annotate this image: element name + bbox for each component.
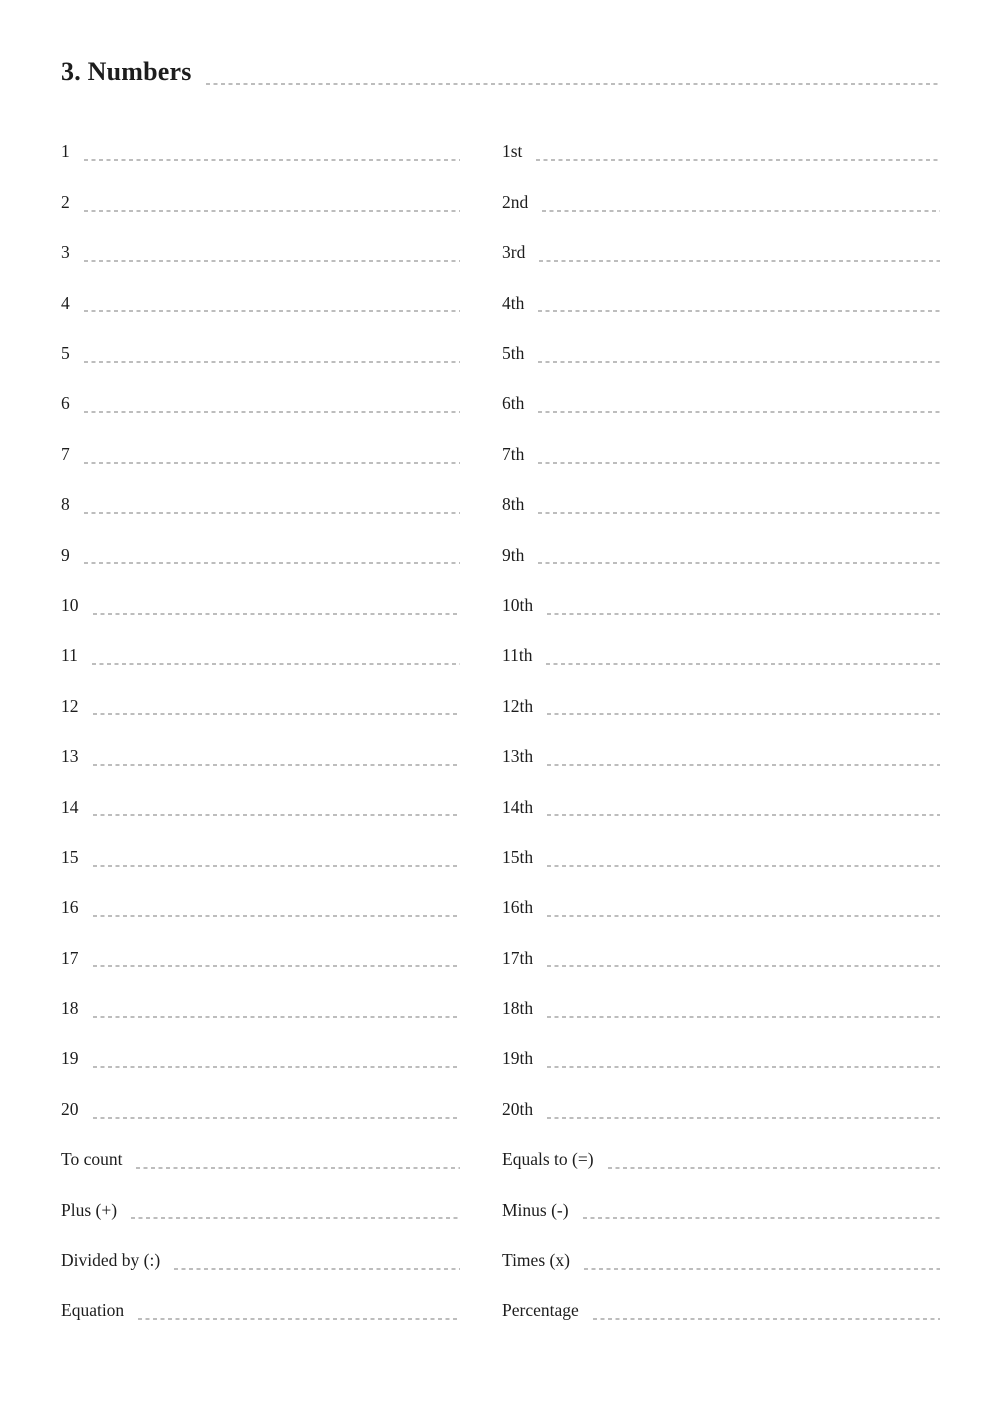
dotted-fill-line — [536, 159, 940, 161]
dotted-fill-line — [138, 1318, 460, 1320]
dotted-fill-line — [93, 1117, 461, 1119]
worksheet-row — [61, 883, 940, 933]
term-label: Equation — [61, 1300, 125, 1321]
worksheet-row — [61, 1286, 940, 1336]
dotted-fill-line — [84, 411, 460, 413]
dotted-fill-line — [136, 1167, 460, 1169]
term-cell-right — [502, 329, 940, 379]
term-label: 18 — [61, 998, 79, 1019]
term-label: 13 — [61, 746, 79, 767]
worksheet-row — [61, 1034, 940, 1084]
term-label: 16 — [61, 897, 79, 918]
term-cell-left — [61, 177, 460, 227]
dotted-fill-line — [538, 462, 940, 464]
worksheet-row — [61, 933, 940, 983]
dotted-fill-line — [546, 663, 940, 665]
dotted-fill-line — [547, 915, 940, 917]
term-cell-right — [502, 933, 940, 983]
term-cell-left — [61, 379, 460, 429]
worksheet-row — [61, 782, 940, 832]
term-label: Plus (+) — [61, 1199, 118, 1220]
term-cell-left — [61, 1286, 460, 1336]
term-label: 9 — [61, 544, 70, 565]
term-cell-right — [502, 1286, 940, 1336]
term-label: Equals to (=) — [502, 1149, 594, 1170]
term-label: 16th — [502, 897, 534, 918]
dotted-fill-line — [547, 1117, 940, 1119]
dotted-fill-line — [547, 814, 940, 816]
term-label: 17 — [61, 947, 79, 968]
dotted-fill-line — [93, 764, 461, 766]
term-label: 4th — [502, 292, 525, 313]
term-cell-left — [61, 681, 460, 731]
term-cell-left — [61, 228, 460, 278]
dotted-fill-line — [93, 613, 461, 615]
term-label: 13th — [502, 746, 534, 767]
worksheet-row — [61, 127, 940, 177]
term-cell-right — [502, 883, 940, 933]
section-header — [61, 0, 940, 88]
worksheet-row — [61, 681, 940, 731]
term-cell-right — [502, 782, 940, 832]
dotted-fill-line — [84, 159, 460, 161]
term-cell-left — [61, 530, 460, 580]
dotted-fill-line — [93, 1016, 461, 1018]
worksheet-row — [61, 832, 940, 882]
term-cell-left — [61, 329, 460, 379]
vocabulary-list — [61, 127, 940, 1336]
term-label: 6 — [61, 393, 70, 414]
term-label: 12 — [61, 695, 79, 716]
term-cell-right — [502, 379, 940, 429]
term-cell-left — [61, 782, 460, 832]
term-label: Divided by (:) — [61, 1250, 161, 1271]
dotted-fill-line — [93, 865, 461, 867]
term-label: 3 — [61, 242, 70, 263]
term-cell-right — [502, 681, 940, 731]
term-label: 15th — [502, 846, 534, 867]
dotted-fill-line — [538, 562, 940, 564]
term-cell-left — [61, 832, 460, 882]
worksheet-row — [61, 1084, 940, 1134]
dotted-fill-line — [584, 1268, 940, 1270]
term-cell-right — [502, 1185, 940, 1235]
term-label: 4 — [61, 292, 70, 313]
term-cell-right — [502, 581, 940, 631]
term-cell-left — [61, 581, 460, 631]
term-label: 1 — [61, 141, 70, 162]
term-label: 2nd — [502, 191, 529, 212]
worksheet-row — [61, 480, 940, 530]
term-cell-right — [502, 429, 940, 479]
term-cell-left — [61, 1034, 460, 1084]
dotted-fill-line — [547, 965, 940, 967]
dotted-fill-line — [84, 562, 460, 564]
dotted-fill-line — [542, 210, 940, 212]
worksheet-row — [61, 329, 940, 379]
term-label: 17th — [502, 947, 534, 968]
term-cell-right — [502, 832, 940, 882]
term-label: Percentage — [502, 1300, 579, 1321]
worksheet-row — [61, 581, 940, 631]
term-label: 11th — [502, 645, 533, 666]
term-label: 3rd — [502, 242, 526, 263]
term-label: 12th — [502, 695, 534, 716]
term-cell-left — [61, 732, 460, 782]
page-title: 3. Numbers — [61, 57, 192, 87]
dotted-fill-line — [84, 310, 460, 312]
term-cell-right — [502, 1236, 940, 1286]
dotted-fill-line — [608, 1167, 940, 1169]
term-cell-left — [61, 1185, 460, 1235]
dotted-fill-line — [547, 713, 940, 715]
worksheet-row — [61, 530, 940, 580]
term-cell-right — [502, 1135, 940, 1185]
term-label: 10th — [502, 594, 534, 615]
term-cell-left — [61, 883, 460, 933]
term-label: 14th — [502, 796, 534, 817]
dotted-fill-line — [538, 310, 940, 312]
dotted-fill-line — [84, 260, 460, 262]
worksheet-row — [61, 732, 940, 782]
dotted-fill-line — [92, 663, 460, 665]
term-label: 7 — [61, 443, 70, 464]
dotted-fill-line — [84, 462, 460, 464]
term-cell-left — [61, 278, 460, 328]
term-cell-left — [61, 1084, 460, 1134]
worksheet-row — [61, 984, 940, 1034]
term-cell-right — [502, 1034, 940, 1084]
term-cell-left — [61, 984, 460, 1034]
term-cell-right — [502, 480, 940, 530]
term-cell-right — [502, 127, 940, 177]
term-label: To count — [61, 1149, 123, 1170]
term-label: 5 — [61, 343, 70, 363]
term-cell-left — [61, 631, 460, 681]
worksheet-row — [61, 228, 940, 278]
term-cell-right — [502, 177, 940, 227]
worksheet-row — [61, 1135, 940, 1185]
term-label: Minus (-) — [502, 1199, 569, 1220]
worksheet-row — [61, 1185, 940, 1235]
dotted-fill-line — [93, 965, 461, 967]
term-label: 19 — [61, 1048, 79, 1069]
dotted-fill-line — [539, 260, 940, 262]
term-label: 19th — [502, 1048, 534, 1069]
dotted-fill-line — [547, 865, 940, 867]
worksheet-row — [61, 1236, 940, 1286]
dotted-fill-line — [84, 210, 460, 212]
dotted-fill-line — [131, 1217, 460, 1219]
term-label: 6th — [502, 393, 525, 414]
dotted-fill-line — [93, 713, 461, 715]
dotted-fill-line — [593, 1318, 940, 1320]
title-dotted-fill-line — [206, 83, 940, 85]
worksheet-row — [61, 429, 940, 479]
dotted-fill-line — [547, 1016, 940, 1018]
dotted-fill-line — [93, 1066, 461, 1068]
term-label: 20 — [61, 1098, 79, 1119]
term-cell-right — [502, 1084, 940, 1134]
term-label: 9th — [502, 544, 525, 565]
worksheet-row — [61, 379, 940, 429]
dotted-fill-line — [174, 1268, 460, 1270]
worksheet-row — [61, 177, 940, 227]
dotted-fill-line — [93, 915, 461, 917]
term-label: 20th — [502, 1098, 534, 1119]
dotted-fill-line — [538, 361, 940, 363]
term-label: 10 — [61, 594, 79, 615]
term-label: 7th — [502, 443, 525, 464]
dotted-fill-line — [538, 411, 940, 413]
term-cell-left — [61, 480, 460, 530]
term-cell-left — [61, 1236, 460, 1286]
term-cell-right — [502, 732, 940, 782]
term-label: 5th — [502, 343, 525, 363]
term-label: 2 — [61, 191, 70, 212]
term-label: 11 — [61, 645, 78, 666]
term-label: 8 — [61, 494, 70, 515]
term-label: Times (x) — [502, 1250, 570, 1271]
term-cell-left — [61, 127, 460, 177]
dotted-fill-line — [583, 1217, 940, 1219]
dotted-fill-line — [547, 1066, 940, 1068]
term-label: 14 — [61, 796, 79, 817]
term-cell-right — [502, 278, 940, 328]
term-cell-right — [502, 631, 940, 681]
term-label: 15 — [61, 846, 79, 867]
worksheet-row — [61, 631, 940, 681]
term-cell-left — [61, 429, 460, 479]
term-cell-right — [502, 984, 940, 1034]
term-cell-right — [502, 228, 940, 278]
dotted-fill-line — [538, 512, 940, 514]
dotted-fill-line — [547, 764, 940, 766]
term-label: 8th — [502, 494, 525, 515]
term-label: 18th — [502, 998, 534, 1019]
term-cell-left — [61, 1135, 460, 1185]
dotted-fill-line — [547, 613, 940, 615]
term-cell-left — [61, 933, 460, 983]
dotted-fill-line — [93, 814, 461, 816]
term-label: 1st — [502, 141, 523, 162]
dotted-fill-line — [84, 512, 460, 514]
worksheet-row — [61, 278, 940, 328]
dotted-fill-line — [84, 361, 460, 363]
term-cell-right — [502, 530, 940, 580]
